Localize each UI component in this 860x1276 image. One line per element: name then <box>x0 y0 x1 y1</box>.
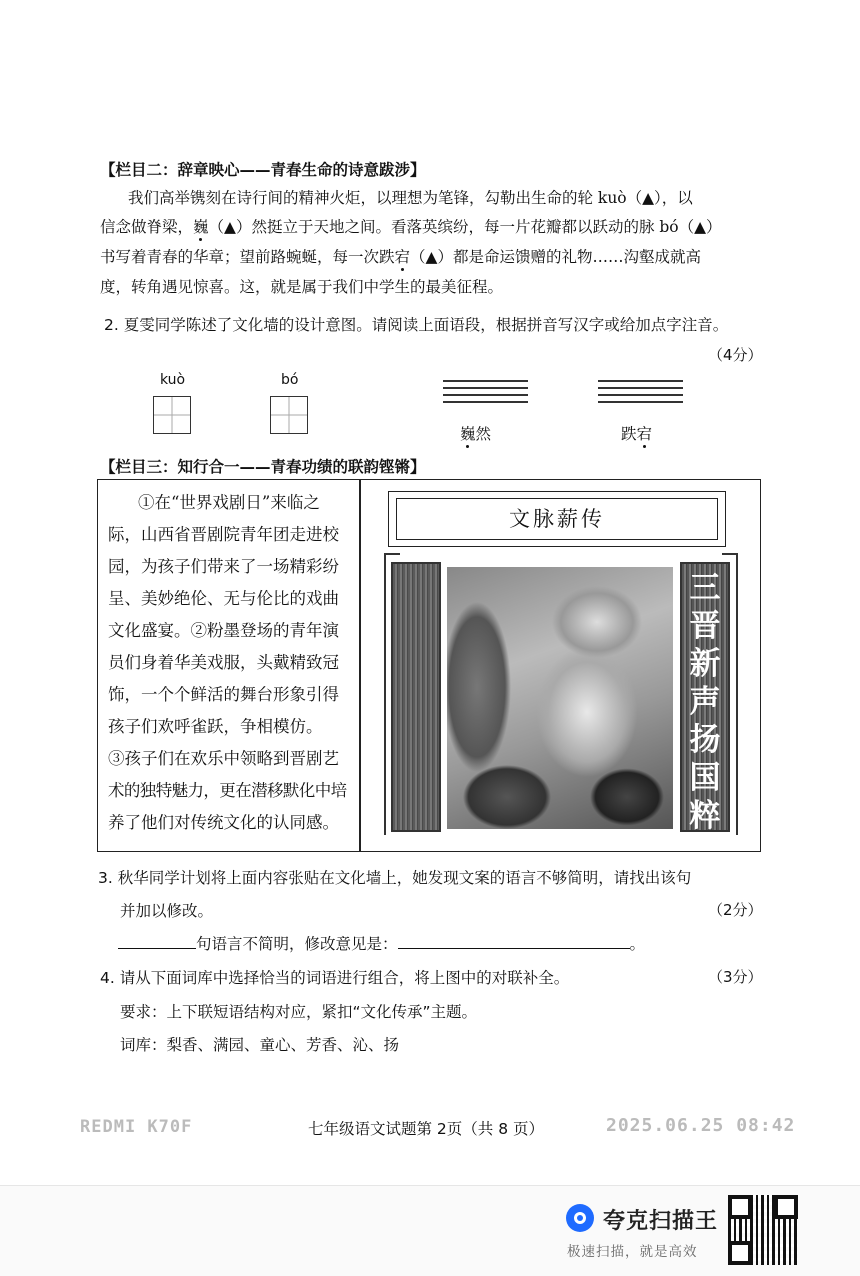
word-weiran: 巍然 <box>460 425 492 443</box>
poster-line: ①在“世界戏剧日”来临之 <box>138 493 320 512</box>
couplet-char: 晋 <box>689 608 721 644</box>
question-2: 2. 夏雯同学陈述了文化墙的设计意图。请阅读上面语段，根据拼音写汉字或给加点字注音。 <box>104 316 729 334</box>
paragraph-line-1: 我们高举镌刻在诗行间的精神火炬，以理想为笔锋，勾勒出生命的轮 kuò（▲），以 <box>128 189 693 207</box>
page-number: 七年级语文试题第 2页（共 8 页） <box>308 1120 545 1138</box>
scanner-slogan: 极速扫描，就是高效 <box>567 1244 698 1260</box>
pinyin-kuo: kuò <box>160 372 186 388</box>
answer-blank-sentence[interactable] <box>118 932 196 949</box>
poster-line: 饰，一个个鲜活的舞台形象引得 <box>108 685 339 704</box>
paragraph-line-2: 信念做脊梁，巍（▲）然挺立于天地之间。看落英缤纷，每一片花瓣都以跃动的脉 bó（▲） <box>100 218 722 236</box>
word-diedang: 跌宕 <box>621 425 653 443</box>
couplet-left-blank[interactable] <box>391 562 441 832</box>
poster-divider <box>359 479 361 852</box>
answer-box-bo[interactable] <box>270 396 308 434</box>
paragraph-line-3: 书写着青春的华章；望前路蜿蜒，每一次跌宕（▲）都是命运馈赠的礼物……沟壑成就高 <box>100 248 701 266</box>
answer-lines-weiran[interactable] <box>443 380 528 408</box>
poster-line: 园，为孩子们带来了一场精彩纷 <box>108 557 339 576</box>
couplet-char: 新 <box>689 646 721 682</box>
device-watermark: REDMI K70F <box>80 1117 193 1137</box>
timestamp-watermark: 2025.06.25 08:42 <box>606 1115 796 1136</box>
question-3-line2: 并加以修改。 <box>120 902 214 920</box>
banner-title: 文脉薪传 <box>509 507 605 531</box>
qr-code-icon[interactable] <box>728 1195 798 1265</box>
poster-line: ③孩子们在欢乐中领略到晋剧艺 <box>108 749 339 768</box>
opera-performer-photo <box>447 567 673 829</box>
pinyin-bo: bó <box>281 372 299 388</box>
couplet-char: 扬 <box>689 722 721 758</box>
poster-line: 孩子们欢呼雀跃，争相模仿。 <box>108 717 323 736</box>
question-4-score: （3分） <box>708 968 763 986</box>
poster-line: 养了他们对传统文化的认同感。 <box>108 813 339 832</box>
question-4-wordbank: 词库：梨香、满园、童心、芳香、沁、扬 <box>120 1036 400 1054</box>
answer-lines-diedang[interactable] <box>598 380 683 408</box>
question-3-score: （2分） <box>708 901 763 919</box>
poster-text <box>108 487 358 839</box>
question-4-requirement: 要求：上下联短语结构对应，紧扣“文化传承”主题。 <box>120 1003 478 1021</box>
couplet-right <box>680 562 730 832</box>
dotted-char-wei: 巍 <box>193 218 209 236</box>
section2-heading: 【栏目二：辞章映心——青春生命的诗意跋涉】 <box>100 161 426 179</box>
poster-line: 呈、美妙绝伦、无与伦比的戏曲 <box>108 589 339 608</box>
poster-line: 术的独特魅力，更在潜移默化中培 <box>108 781 347 800</box>
section3-heading: 【栏目三：知行合一——青春功绩的联韵铿锵】 <box>100 458 426 476</box>
question-3-line1: 3. 秋华同学计划将上面内容张贴在文化墙上，她发现文案的语言不够简明，请找出该句 <box>98 869 692 887</box>
couplet-char: 粹 <box>689 798 721 834</box>
banner-inner <box>396 498 718 540</box>
answer-blank-revision[interactable] <box>398 932 630 949</box>
question-2-score: （4分） <box>708 346 763 364</box>
poster-line: 际，山西省晋剧院青年团走进校 <box>108 525 339 544</box>
question-4: 4. 请从下面词库中选择恰当的词语进行组合，将上图中的对联补全。 <box>100 969 570 987</box>
paragraph-line-4: 度，转角遇见惊喜。这，就是属于我们中学生的最美征程。 <box>100 278 504 296</box>
poster-line: 员们身着华美戏服，头戴精致冠 <box>108 653 339 672</box>
quark-logo-icon <box>566 1204 594 1232</box>
poster-line: 文化盛宴。②粉墨登场的青年演 <box>108 621 339 640</box>
couplet-char: 三 <box>689 570 721 606</box>
couplet-char: 国 <box>689 760 721 796</box>
dotted-char-dang: 宕 <box>394 248 411 266</box>
scanner-app-name: 夸克扫描王 <box>603 1209 719 1234</box>
couplet-char: 声 <box>689 684 721 720</box>
question-3-answer: 句语言不简明，修改意见是： 。 <box>118 932 645 954</box>
answer-box-kuo[interactable] <box>153 396 191 434</box>
